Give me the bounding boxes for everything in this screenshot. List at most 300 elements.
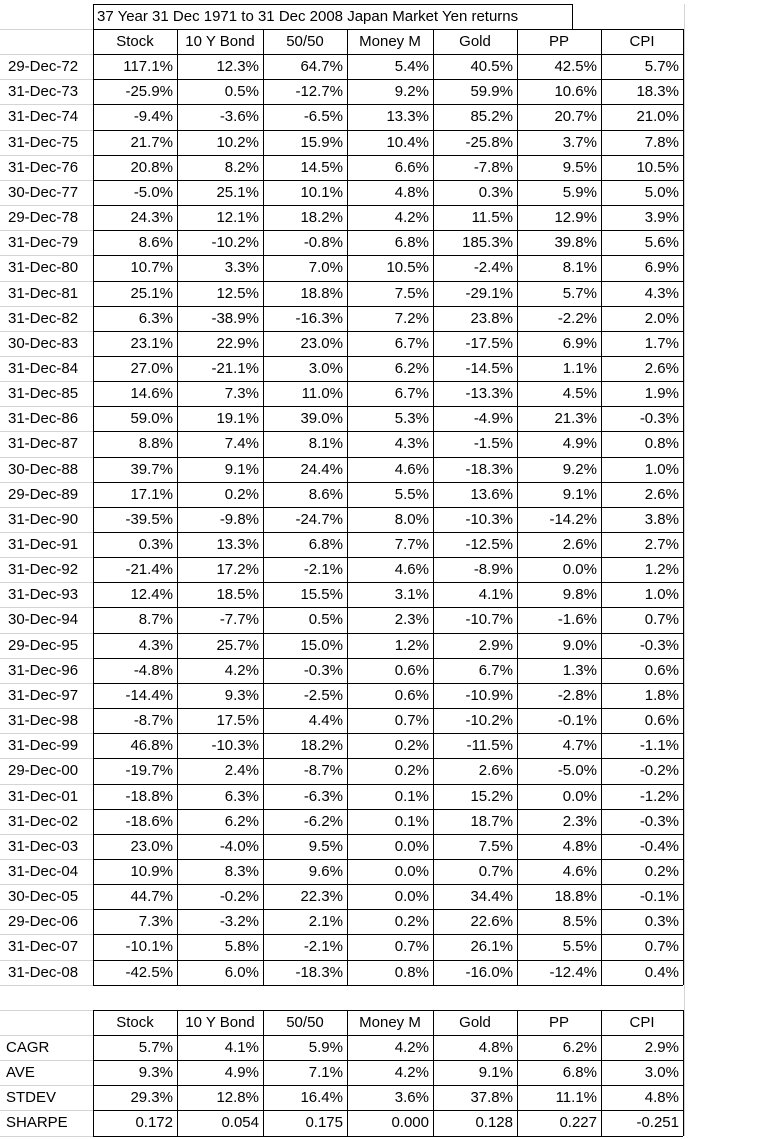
table-cell[interactable]: 6.8% bbox=[308, 536, 343, 553]
row-date[interactable]: 31-Dec-75 bbox=[8, 133, 79, 151]
summary-column-header[interactable]: Gold bbox=[459, 1013, 491, 1031]
table-cell[interactable]: 2.3% bbox=[562, 812, 597, 830]
table-cell[interactable]: -10.1% bbox=[125, 938, 173, 956]
table-cell[interactable]: 6.0% bbox=[224, 963, 259, 981]
summary-cell[interactable]: 7.1% bbox=[308, 1064, 343, 1082]
table-cell[interactable]: 4.3% bbox=[394, 435, 429, 453]
table-cell[interactable]: 22.3% bbox=[300, 888, 343, 906]
table-cell[interactable]: -3.2% bbox=[219, 913, 259, 931]
table-cell[interactable]: 8.3% bbox=[224, 862, 259, 880]
table-cell[interactable]: 7.5% bbox=[478, 837, 513, 855]
table-cell[interactable]: -12.7% bbox=[295, 83, 343, 101]
table-cell[interactable]: 0.0% bbox=[394, 888, 429, 906]
table-cell[interactable]: 7.0% bbox=[308, 259, 343, 277]
table-cell[interactable]: 25.1% bbox=[216, 183, 259, 201]
summary-cell[interactable]: 4.8% bbox=[478, 1039, 513, 1056]
table-cell[interactable]: 6.3% bbox=[138, 309, 173, 327]
row-date[interactable]: 31-Dec-93 bbox=[8, 586, 79, 604]
table-cell[interactable]: -0.3% bbox=[639, 812, 679, 830]
table-cell[interactable]: 10.2% bbox=[216, 133, 259, 151]
table-cell[interactable]: -2.1% bbox=[303, 938, 343, 956]
column-header[interactable]: PP bbox=[548, 33, 569, 50]
row-date[interactable]: 31-Dec-01 bbox=[8, 787, 79, 805]
table-cell[interactable]: 10.1% bbox=[300, 183, 343, 201]
table-cell[interactable]: 0.3% bbox=[138, 536, 173, 553]
row-date[interactable]: 31-Dec-84 bbox=[8, 359, 79, 377]
summary-cell[interactable]: 0.054 bbox=[221, 1114, 259, 1132]
table-cell[interactable]: 0.0% bbox=[394, 837, 429, 855]
table-cell[interactable]: 0.7% bbox=[394, 938, 429, 956]
table-cell[interactable]: 10.7% bbox=[130, 259, 173, 277]
table-cell[interactable]: -4.0% bbox=[219, 837, 259, 855]
table-cell[interactable]: 23.0% bbox=[130, 837, 173, 855]
table-cell[interactable]: 39.8% bbox=[554, 234, 597, 252]
summary-cell[interactable]: 29.3% bbox=[130, 1089, 173, 1107]
table-cell[interactable]: 12.9% bbox=[554, 209, 597, 227]
table-cell[interactable]: 40.5% bbox=[470, 58, 513, 76]
table-cell[interactable]: -10.3% bbox=[465, 510, 513, 528]
summary-cell[interactable]: 0.000 bbox=[391, 1114, 429, 1132]
table-cell[interactable]: 4.3% bbox=[644, 284, 679, 302]
table-cell[interactable]: 27.0% bbox=[130, 359, 173, 377]
table-cell[interactable]: 4.8% bbox=[394, 183, 429, 201]
table-cell[interactable]: 10.5% bbox=[636, 158, 679, 176]
table-cell[interactable]: 15.0% bbox=[300, 636, 343, 654]
table-cell[interactable]: 1.3% bbox=[562, 661, 597, 679]
row-date[interactable]: 31-Dec-07 bbox=[8, 938, 79, 956]
table-cell[interactable]: 6.2% bbox=[224, 812, 259, 830]
table-cell[interactable]: 0.1% bbox=[394, 787, 429, 805]
table-cell[interactable]: 4.5% bbox=[562, 385, 597, 403]
table-cell[interactable]: -5.0% bbox=[557, 762, 597, 780]
row-date[interactable]: 31-Dec-03 bbox=[8, 837, 79, 855]
summary-cell[interactable]: 16.4% bbox=[300, 1089, 343, 1107]
table-cell[interactable]: 1.0% bbox=[644, 460, 679, 478]
summary-cell[interactable]: 6.8% bbox=[562, 1064, 597, 1082]
table-cell[interactable]: 13.3% bbox=[216, 536, 259, 553]
table-cell[interactable]: 1.9% bbox=[644, 385, 679, 403]
table-cell[interactable]: -6.5% bbox=[303, 108, 343, 126]
table-cell[interactable]: -7.8% bbox=[473, 158, 513, 176]
table-cell[interactable]: 10.6% bbox=[554, 83, 597, 101]
table-cell[interactable]: 8.8% bbox=[138, 435, 173, 453]
table-cell[interactable]: -4.8% bbox=[133, 661, 173, 679]
table-cell[interactable]: 21.3% bbox=[554, 410, 597, 428]
table-cell[interactable]: 4.6% bbox=[394, 460, 429, 478]
summary-cell[interactable]: 4.8% bbox=[644, 1089, 679, 1107]
table-cell[interactable]: 3.9% bbox=[644, 209, 679, 227]
row-date[interactable]: 29-Dec-06 bbox=[8, 913, 79, 931]
table-cell[interactable]: -25.9% bbox=[125, 83, 173, 101]
table-cell[interactable]: 5.7% bbox=[644, 58, 679, 76]
table-cell[interactable]: 0.3% bbox=[478, 183, 513, 201]
row-date[interactable]: 31-Dec-79 bbox=[8, 234, 79, 252]
table-cell[interactable]: 24.4% bbox=[300, 460, 343, 478]
summary-cell[interactable]: 4.2% bbox=[394, 1039, 429, 1056]
table-cell[interactable]: 6.9% bbox=[562, 334, 597, 352]
table-cell[interactable]: 15.5% bbox=[300, 586, 343, 604]
table-cell[interactable]: 0.4% bbox=[644, 963, 679, 981]
table-cell[interactable]: 3.0% bbox=[308, 359, 343, 377]
table-cell[interactable]: -10.2% bbox=[211, 234, 259, 252]
summary-column-header[interactable]: Money M bbox=[359, 1013, 421, 1031]
table-cell[interactable]: -0.2% bbox=[639, 762, 679, 780]
table-cell[interactable]: 9.2% bbox=[562, 460, 597, 478]
table-cell[interactable]: 34.4% bbox=[470, 888, 513, 906]
table-cell[interactable]: -10.2% bbox=[465, 712, 513, 730]
summary-label[interactable]: AVE bbox=[6, 1064, 35, 1082]
table-cell[interactable]: 117.1% bbox=[123, 58, 173, 76]
table-cell[interactable]: -25.8% bbox=[465, 133, 513, 151]
table-cell[interactable]: 0.7% bbox=[644, 938, 679, 956]
table-cell[interactable]: 1.2% bbox=[644, 561, 679, 579]
table-cell[interactable]: 2.9% bbox=[478, 636, 513, 654]
table-cell[interactable]: 10.5% bbox=[386, 259, 429, 277]
table-cell[interactable]: 4.6% bbox=[562, 862, 597, 880]
table-cell[interactable]: 8.7% bbox=[138, 611, 173, 629]
table-cell[interactable]: -0.3% bbox=[303, 661, 343, 679]
table-cell[interactable]: 2.6% bbox=[562, 536, 597, 553]
table-cell[interactable]: 8.6% bbox=[308, 485, 343, 503]
table-cell[interactable]: 23.1% bbox=[130, 334, 173, 352]
table-cell[interactable]: -2.5% bbox=[303, 686, 343, 704]
table-cell[interactable]: -17.5% bbox=[465, 334, 513, 352]
table-cell[interactable]: -0.1% bbox=[557, 712, 597, 730]
summary-label[interactable]: STDEV bbox=[6, 1089, 57, 1107]
table-cell[interactable]: 0.6% bbox=[394, 661, 429, 679]
table-cell[interactable]: 23.8% bbox=[470, 309, 513, 327]
table-cell[interactable]: 0.7% bbox=[644, 611, 679, 629]
table-cell[interactable]: 4.2% bbox=[394, 209, 429, 227]
row-date[interactable]: 30-Dec-88 bbox=[8, 460, 79, 478]
table-cell[interactable]: 22.9% bbox=[216, 334, 259, 352]
table-cell[interactable]: -18.3% bbox=[465, 460, 513, 478]
table-cell[interactable]: 9.1% bbox=[562, 485, 597, 503]
summary-cell[interactable]: 0.128 bbox=[475, 1114, 513, 1132]
row-date[interactable]: 31-Dec-86 bbox=[8, 410, 79, 428]
row-date[interactable]: 31-Dec-73 bbox=[8, 83, 79, 101]
summary-cell[interactable]: 0.172 bbox=[135, 1114, 173, 1132]
table-cell[interactable]: 18.8% bbox=[300, 284, 343, 302]
table-cell[interactable]: 46.8% bbox=[130, 737, 173, 755]
sheet-title[interactable]: 37 Year 31 Dec 1971 to 31 Dec 2008 Japan Market Yen returns bbox=[97, 8, 519, 25]
table-cell[interactable]: -8.9% bbox=[473, 561, 513, 579]
table-cell[interactable]: 6.2% bbox=[394, 359, 429, 377]
table-cell[interactable]: 21.0% bbox=[636, 108, 679, 126]
table-cell[interactable]: 11.0% bbox=[301, 385, 343, 403]
summary-cell[interactable]: 11.1% bbox=[555, 1089, 597, 1107]
table-cell[interactable]: 6.6% bbox=[394, 158, 429, 176]
table-cell[interactable]: 6.8% bbox=[394, 234, 429, 252]
table-cell[interactable]: 20.8% bbox=[130, 158, 173, 176]
table-cell[interactable]: 21.7% bbox=[130, 133, 173, 151]
table-cell[interactable]: -21.1% bbox=[211, 359, 259, 377]
table-cell[interactable]: 7.8% bbox=[644, 133, 679, 151]
table-cell[interactable]: 6.3% bbox=[224, 787, 259, 805]
table-cell[interactable]: 0.2% bbox=[394, 913, 429, 931]
table-cell[interactable]: -2.2% bbox=[557, 309, 597, 327]
table-cell[interactable]: 2.6% bbox=[644, 359, 679, 377]
table-cell[interactable]: 17.1% bbox=[130, 485, 173, 503]
table-cell[interactable]: -29.1% bbox=[465, 284, 513, 302]
table-cell[interactable]: 0.2% bbox=[224, 485, 259, 503]
table-cell[interactable]: 18.3% bbox=[636, 83, 679, 101]
table-cell[interactable]: 7.4% bbox=[224, 435, 259, 453]
table-cell[interactable]: 26.1% bbox=[470, 938, 513, 956]
table-cell[interactable]: 5.5% bbox=[562, 938, 597, 956]
row-date[interactable]: 29-Dec-00 bbox=[8, 762, 79, 780]
table-cell[interactable]: 2.0% bbox=[644, 309, 679, 327]
summary-cell[interactable]: 5.9% bbox=[308, 1039, 343, 1056]
summary-cell[interactable]: 5.7% bbox=[138, 1039, 173, 1056]
table-cell[interactable]: 8.5% bbox=[562, 913, 597, 931]
table-cell[interactable]: 0.6% bbox=[394, 686, 429, 704]
table-cell[interactable]: -10.3% bbox=[211, 737, 259, 755]
summary-cell[interactable]: 6.2% bbox=[562, 1039, 597, 1056]
table-cell[interactable]: 0.8% bbox=[394, 963, 429, 981]
table-cell[interactable]: 23.0% bbox=[300, 334, 343, 352]
row-date[interactable]: 31-Dec-85 bbox=[8, 385, 79, 403]
table-cell[interactable]: -2.4% bbox=[473, 259, 513, 277]
table-cell[interactable]: 15.2% bbox=[470, 787, 513, 805]
table-cell[interactable]: 15.9% bbox=[300, 133, 343, 151]
column-header[interactable]: Gold bbox=[459, 33, 491, 50]
table-cell[interactable]: 18.2% bbox=[300, 209, 343, 227]
table-cell[interactable]: -0.4% bbox=[639, 837, 679, 855]
row-date[interactable]: 31-Dec-92 bbox=[8, 561, 79, 579]
table-cell[interactable]: 10.9% bbox=[130, 862, 173, 880]
table-cell[interactable]: 2.1% bbox=[308, 913, 343, 931]
table-cell[interactable]: -0.2% bbox=[219, 888, 259, 906]
table-cell[interactable]: -10.7% bbox=[465, 611, 513, 629]
table-cell[interactable]: -18.6% bbox=[125, 812, 173, 830]
table-cell[interactable]: -39.5% bbox=[125, 510, 173, 528]
table-cell[interactable]: 3.7% bbox=[562, 133, 597, 151]
table-cell[interactable]: 17.5% bbox=[216, 712, 259, 730]
table-cell[interactable]: 24.3% bbox=[130, 209, 173, 227]
table-cell[interactable]: 0.1% bbox=[394, 812, 429, 830]
table-cell[interactable]: 7.2% bbox=[394, 309, 429, 327]
table-cell[interactable]: 1.7% bbox=[644, 334, 679, 352]
row-date[interactable]: 31-Dec-98 bbox=[8, 712, 79, 730]
summary-column-header[interactable]: CPI bbox=[629, 1013, 655, 1031]
table-cell[interactable]: 4.9% bbox=[562, 435, 597, 453]
table-cell[interactable]: -0.3% bbox=[639, 410, 679, 428]
table-cell[interactable]: 20.7% bbox=[554, 108, 597, 126]
table-cell[interactable]: 8.0% bbox=[394, 510, 429, 528]
table-cell[interactable]: 1.0% bbox=[644, 586, 679, 604]
summary-column-header[interactable]: PP bbox=[548, 1013, 569, 1031]
table-cell[interactable]: 0.8% bbox=[644, 435, 679, 453]
table-cell[interactable]: 7.3% bbox=[224, 385, 259, 403]
row-date[interactable]: 31-Dec-08 bbox=[8, 963, 79, 981]
summary-cell[interactable]: 3.6% bbox=[394, 1089, 429, 1107]
table-cell[interactable]: 4.2% bbox=[224, 661, 259, 679]
table-cell[interactable]: 4.8% bbox=[562, 837, 597, 855]
summary-cell[interactable]: 0.175 bbox=[305, 1114, 343, 1132]
row-date[interactable]: 31-Dec-90 bbox=[8, 510, 79, 528]
row-date[interactable]: 31-Dec-97 bbox=[8, 686, 79, 704]
summary-cell[interactable]: 9.1% bbox=[478, 1064, 513, 1082]
table-cell[interactable]: 9.1% bbox=[224, 460, 259, 478]
table-cell[interactable]: -14.2% bbox=[549, 510, 597, 528]
summary-label[interactable]: SHARPE bbox=[6, 1114, 68, 1132]
summary-cell[interactable]: 9.3% bbox=[138, 1064, 173, 1082]
table-cell[interactable]: -7.7% bbox=[219, 611, 259, 629]
table-cell[interactable]: 64.7% bbox=[300, 58, 343, 76]
table-cell[interactable]: 44.7% bbox=[130, 888, 173, 906]
table-cell[interactable]: 5.7% bbox=[562, 284, 597, 302]
table-cell[interactable]: 0.7% bbox=[478, 862, 513, 880]
table-cell[interactable]: -12.5% bbox=[465, 536, 513, 553]
table-cell[interactable]: 19.1% bbox=[216, 410, 259, 428]
table-cell[interactable]: -38.9% bbox=[211, 309, 259, 327]
table-cell[interactable]: -21.4% bbox=[125, 561, 173, 579]
table-cell[interactable]: 11.5% bbox=[471, 209, 513, 227]
table-cell[interactable]: 0.2% bbox=[644, 862, 679, 880]
row-date[interactable]: 31-Dec-91 bbox=[8, 536, 79, 553]
table-cell[interactable]: 5.8% bbox=[224, 938, 259, 956]
summary-cell[interactable]: 12.8% bbox=[216, 1089, 259, 1107]
table-cell[interactable]: 7.7% bbox=[394, 536, 429, 553]
table-cell[interactable]: 5.6% bbox=[644, 234, 679, 252]
table-cell[interactable]: 5.9% bbox=[562, 183, 597, 201]
row-date[interactable]: 31-Dec-81 bbox=[8, 284, 79, 302]
summary-cell[interactable]: 4.9% bbox=[224, 1064, 259, 1082]
table-cell[interactable]: -6.3% bbox=[303, 787, 343, 805]
table-cell[interactable]: -5.0% bbox=[133, 183, 173, 201]
summary-cell[interactable]: 0.227 bbox=[559, 1114, 597, 1132]
table-cell[interactable]: 0.5% bbox=[224, 83, 259, 101]
summary-cell[interactable]: 3.0% bbox=[644, 1064, 679, 1082]
table-cell[interactable]: 39.7% bbox=[130, 460, 173, 478]
table-cell[interactable]: -3.6% bbox=[219, 108, 259, 126]
table-cell[interactable]: 5.3% bbox=[394, 410, 429, 428]
table-cell[interactable]: 185.3% bbox=[462, 234, 513, 252]
table-cell[interactable]: 4.3% bbox=[138, 636, 173, 654]
table-cell[interactable]: 1.8% bbox=[644, 686, 679, 704]
table-cell[interactable]: 8.1% bbox=[308, 435, 343, 453]
table-cell[interactable]: 8.6% bbox=[138, 234, 173, 252]
table-cell[interactable]: 9.5% bbox=[308, 837, 343, 855]
table-cell[interactable]: -18.3% bbox=[295, 963, 343, 981]
table-cell[interactable]: -0.3% bbox=[639, 636, 679, 654]
table-cell[interactable]: 6.9% bbox=[644, 259, 679, 277]
table-cell[interactable]: -14.4% bbox=[125, 686, 173, 704]
table-cell[interactable]: 0.3% bbox=[644, 913, 679, 931]
row-date[interactable]: 29-Dec-78 bbox=[8, 209, 79, 227]
table-cell[interactable]: -14.5% bbox=[465, 359, 513, 377]
table-cell[interactable]: -42.5% bbox=[125, 963, 173, 981]
table-cell[interactable]: 3.3% bbox=[224, 259, 259, 277]
table-cell[interactable]: -16.0% bbox=[465, 963, 513, 981]
table-cell[interactable]: 9.3% bbox=[224, 686, 259, 704]
table-cell[interactable]: -1.5% bbox=[473, 435, 513, 453]
table-cell[interactable]: 18.5% bbox=[216, 586, 259, 604]
table-cell[interactable]: -11.5% bbox=[466, 737, 513, 755]
table-cell[interactable]: 9.6% bbox=[308, 862, 343, 880]
table-cell[interactable]: 2.6% bbox=[478, 762, 513, 780]
table-cell[interactable]: 12.4% bbox=[130, 586, 173, 604]
table-cell[interactable]: 9.8% bbox=[562, 586, 597, 604]
row-date[interactable]: 31-Dec-82 bbox=[8, 309, 79, 327]
table-cell[interactable]: -8.7% bbox=[303, 762, 343, 780]
row-date[interactable]: 31-Dec-76 bbox=[8, 158, 79, 176]
table-cell[interactable]: 42.5% bbox=[554, 58, 597, 76]
table-cell[interactable]: 3.1% bbox=[394, 586, 429, 604]
table-cell[interactable]: 9.0% bbox=[562, 636, 597, 654]
table-cell[interactable]: 5.5% bbox=[394, 485, 429, 503]
table-cell[interactable]: 59.9% bbox=[470, 83, 513, 101]
table-cell[interactable]: -19.7% bbox=[125, 762, 173, 780]
table-cell[interactable]: -9.4% bbox=[133, 108, 173, 126]
table-cell[interactable]: 14.6% bbox=[130, 385, 173, 403]
table-cell[interactable]: 5.4% bbox=[394, 58, 429, 76]
table-cell[interactable]: 2.4% bbox=[224, 762, 259, 780]
table-cell[interactable]: 5.0% bbox=[644, 183, 679, 201]
table-cell[interactable]: 25.7% bbox=[216, 636, 259, 654]
row-date[interactable]: 30-Dec-77 bbox=[8, 183, 79, 201]
table-cell[interactable]: 0.0% bbox=[562, 561, 597, 579]
summary-cell[interactable]: 2.9% bbox=[644, 1039, 679, 1056]
table-cell[interactable]: 6.7% bbox=[394, 385, 429, 403]
column-header[interactable]: 10 Y Bond bbox=[185, 33, 255, 50]
summary-column-header[interactable]: Stock bbox=[116, 1013, 154, 1031]
table-cell[interactable]: 9.2% bbox=[394, 83, 429, 101]
row-date[interactable]: 31-Dec-87 bbox=[8, 435, 79, 453]
table-cell[interactable]: 0.2% bbox=[394, 737, 429, 755]
table-cell[interactable]: 85.2% bbox=[470, 108, 513, 126]
table-cell[interactable]: -9.8% bbox=[219, 510, 259, 528]
row-date[interactable]: 29-Dec-89 bbox=[8, 485, 79, 503]
table-cell[interactable]: 0.6% bbox=[644, 712, 679, 730]
table-cell[interactable]: -2.1% bbox=[303, 561, 343, 579]
table-cell[interactable]: 39.0% bbox=[300, 410, 343, 428]
table-cell[interactable]: -0.1% bbox=[639, 888, 679, 906]
table-cell[interactable]: -8.7% bbox=[133, 712, 173, 730]
table-cell[interactable]: 8.1% bbox=[562, 259, 597, 277]
table-cell[interactable]: 18.8% bbox=[554, 888, 597, 906]
table-cell[interactable]: 0.7% bbox=[394, 712, 429, 730]
table-cell[interactable]: 22.6% bbox=[470, 913, 513, 931]
table-cell[interactable]: 4.4% bbox=[308, 712, 343, 730]
table-cell[interactable]: -10.9% bbox=[465, 686, 513, 704]
table-cell[interactable]: -1.2% bbox=[639, 787, 679, 805]
summary-cell[interactable]: 4.2% bbox=[394, 1064, 429, 1082]
row-date[interactable]: 30-Dec-83 bbox=[8, 334, 79, 352]
table-cell[interactable]: 7.3% bbox=[138, 913, 173, 931]
table-cell[interactable]: 18.7% bbox=[470, 812, 513, 830]
table-cell[interactable]: 2.6% bbox=[644, 485, 679, 503]
summary-cell[interactable]: 37.8% bbox=[470, 1089, 513, 1107]
table-cell[interactable]: 59.0% bbox=[130, 410, 173, 428]
table-cell[interactable]: 17.2% bbox=[216, 561, 259, 579]
table-cell[interactable]: 1.2% bbox=[394, 636, 429, 654]
row-date[interactable]: 31-Dec-99 bbox=[8, 737, 79, 755]
summary-column-header[interactable]: 10 Y Bond bbox=[185, 1013, 255, 1031]
table-cell[interactable]: -18.8% bbox=[125, 787, 173, 805]
table-cell[interactable]: -1.6% bbox=[557, 611, 597, 629]
column-header[interactable]: Money M bbox=[359, 33, 421, 50]
summary-cell[interactable]: 4.1% bbox=[224, 1039, 259, 1056]
row-date[interactable]: 30-Dec-94 bbox=[8, 611, 79, 629]
table-cell[interactable]: 4.1% bbox=[478, 586, 513, 604]
table-cell[interactable]: 12.5% bbox=[216, 284, 259, 302]
table-cell[interactable]: 12.1% bbox=[216, 209, 259, 227]
table-cell[interactable]: 4.6% bbox=[394, 561, 429, 579]
table-cell[interactable]: 4.7% bbox=[562, 737, 597, 755]
row-date[interactable]: 31-Dec-96 bbox=[8, 661, 79, 679]
